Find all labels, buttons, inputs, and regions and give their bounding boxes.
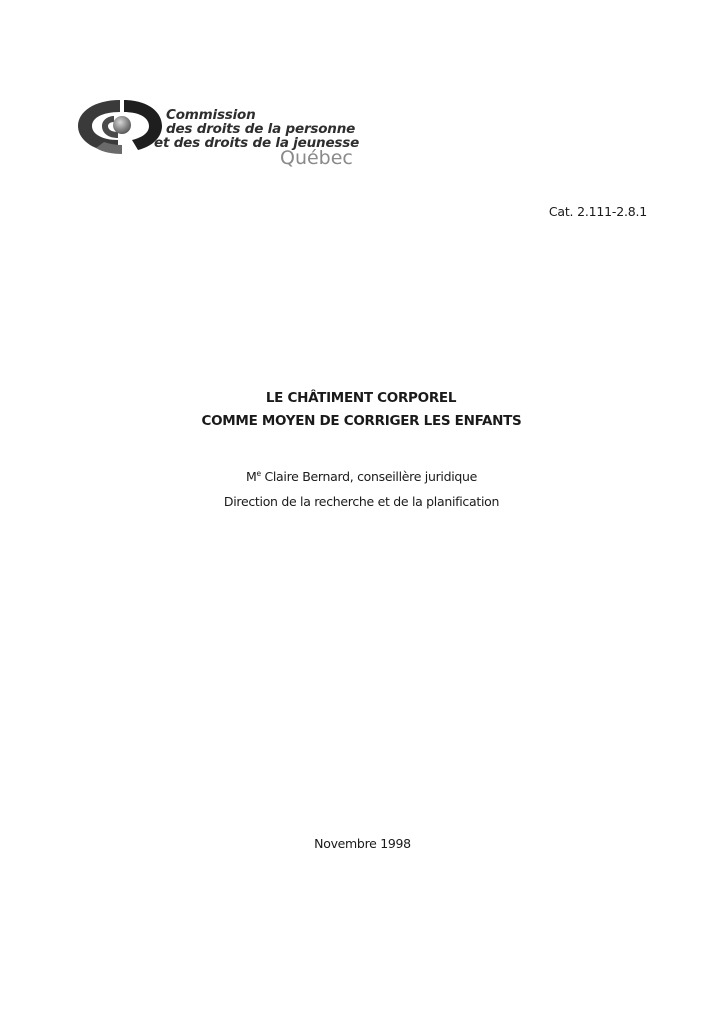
title-line-1: LE CHÂTIMENT CORPOREL [265,390,457,406]
logo-province: Québec [280,147,353,169]
logo-line-1: Commission [166,107,256,123]
logo-wordmark [154,107,360,151]
organization-logo [74,96,374,176]
author-name-role: Claire Bernard, conseillère juridique [260,469,478,484]
catalog-number: Cat. 2.111-2.8.1 [548,204,647,219]
author-department: Direction de la recherche et de la planification [223,494,500,509]
author-line [0,464,725,489]
author-prefix: M [245,469,257,484]
logo-line-2: des droits de la personne [166,121,356,137]
title-line-2: COMME MOYEN DE CORRIGER LES ENFANTS [201,413,522,429]
document-title [0,387,725,433]
commission-logo-icon [74,96,166,160]
logo-line-3: et des droits de la jeunesse [154,135,360,151]
author-block [0,464,725,514]
publication-date: Novembre 1998 [314,836,411,851]
author-prefix-superscript: e [256,469,261,478]
